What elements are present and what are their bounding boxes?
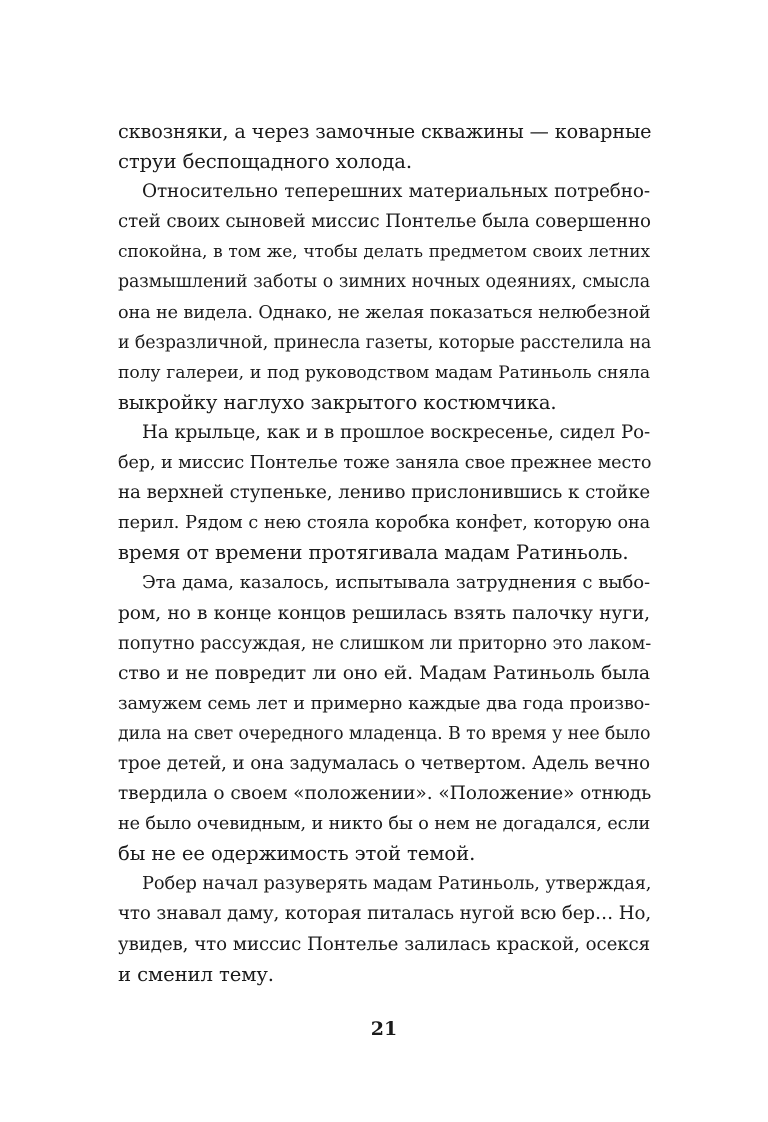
text-line: время от времени протягивала мадам Ратиньоль. [118, 541, 629, 565]
text-line: Эта дама, казалось, испытывала затруднения с выбо- [142, 572, 650, 594]
text-line: и сменил тему. [118, 962, 274, 986]
text-line: твердила о своем «положении». «Положение» отнюдь [118, 783, 652, 805]
text-line: стей своих сыновей миссис Понтелье была совершенно [118, 211, 651, 233]
text-line: струи беспощадного холода. [118, 150, 412, 174]
text-line: трое детей, и она задумалась о четвертом. Адель вечно [118, 752, 650, 774]
text-line: Робер начал разуверять мадам Ратиньоль, утверждая, [142, 873, 652, 895]
text-line: увидев, что миссис Понтелье залилась краской, осекся [118, 933, 650, 955]
text-line: не было очевидным, и никто бы о нем не догадался, если [118, 814, 651, 835]
text-line: бер, и миссис Понтелье тоже заняла свое прежнее место [118, 453, 652, 474]
text-line: спокойна, в том же, чтобы делать предметом своих летних [118, 242, 650, 263]
body-text [118, 117, 650, 990]
text-line: перил. Рядом с нею стояла коробка конфет, которую она [118, 513, 650, 534]
text-line: дила на свет очередного младенца. В то время у нее было [118, 723, 651, 744]
text-line: размышлений заботы о зимних ночных одеяниях, смысла [118, 272, 650, 293]
text-line: бы не ее одержимость этой темой. [118, 842, 476, 866]
text-line: выкройку наглухо закрытого костюмчика. [118, 390, 557, 414]
page-number: 21 [370, 1018, 398, 1040]
text-line: попутно рассуждая, не слишком ли приторно это лаком- [118, 632, 652, 654]
text-line: замужем семь лет и примерно каждые два года произво- [118, 693, 650, 714]
text-line: сквозняки, а через замочные скважины — коварные [118, 120, 652, 143]
text-line: ром, но в конце концов решилась взять палочку нуги, [118, 602, 650, 624]
text-line: На крыльце, как и в прошлое воскресенье, сидел Ро- [142, 421, 650, 443]
text-line: на верхней ступеньке, лениво прислонившись к стойке [118, 482, 650, 504]
text-line: ство и не повредит ли оно ей. Мадам Ратиньоль была [118, 662, 650, 684]
text-line: полу галереи, и под руководством мадам Ратиньоль сняла [118, 362, 650, 383]
text-line: что знавал даму, которая питалась нугой всю бер… Но, [118, 903, 652, 925]
text-line: она не видела. Однако, не желая показаться нелюбезной [118, 302, 651, 323]
text-line: Относительно теперешних материальных потребно- [142, 181, 650, 203]
text-line: и безразличной, принесла газеты, которые расстелила на [118, 332, 652, 353]
